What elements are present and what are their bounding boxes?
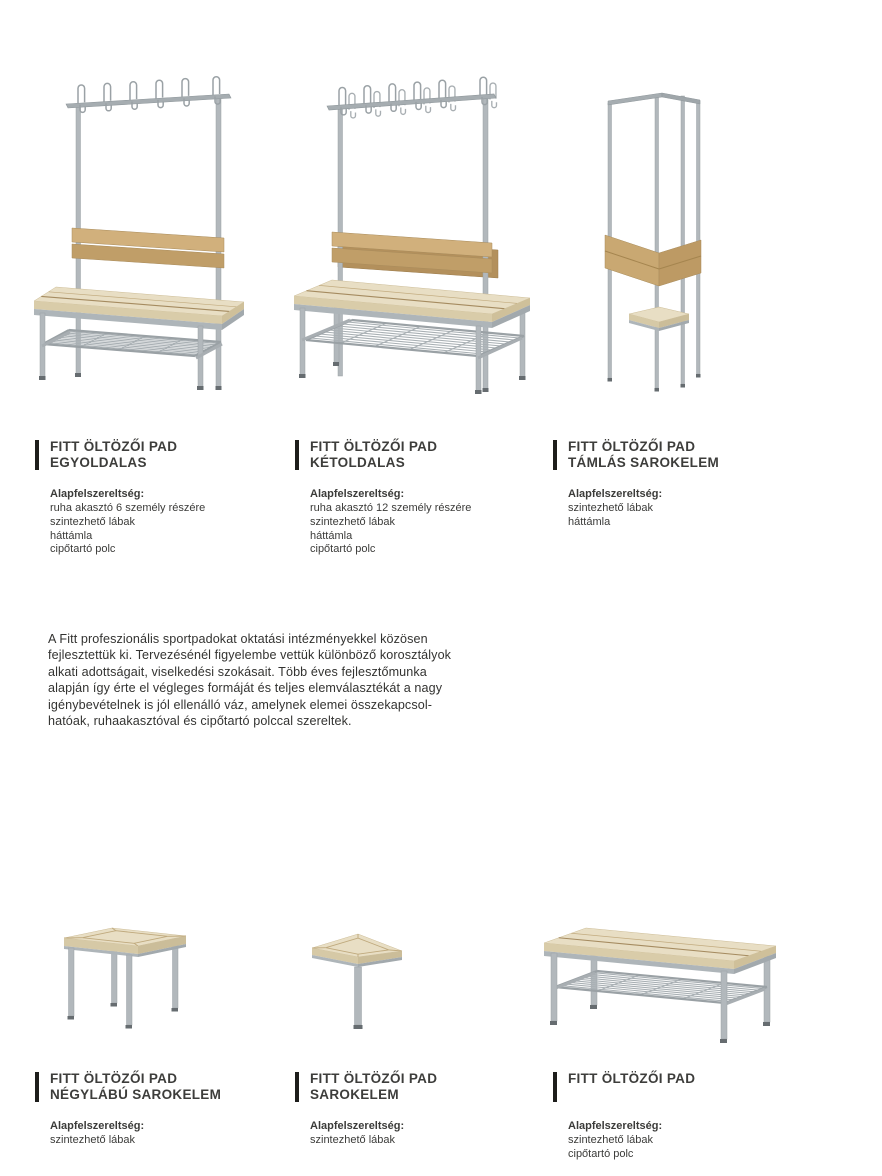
paragraph-line: alkati adottságait, viselkedési szokásait. Több éves fejlesztőmunka [48, 664, 427, 679]
equipment-list [35, 1120, 283, 1148]
product-title [35, 439, 283, 471]
equipment-heading: Alapfelszereltség: [310, 488, 405, 501]
product-image-pad [530, 925, 785, 1050]
equipment-item: szintezhető lábak [568, 502, 653, 514]
product-title-line2: EGYOLDALAS [50, 455, 147, 471]
product-title-line1: FITT ÖLTÖZŐI PAD [568, 439, 696, 455]
paragraph-line: fejlesztettük ki. Tervezésénél figyelembe vettük különböző korosztályok [48, 648, 452, 663]
product-title [553, 1071, 801, 1103]
product-title-line1: FITT ÖLTÖZŐI PAD [50, 1071, 178, 1087]
paragraph-line: hatóak, ruhaakasztóval és cipőtartó polccal szereltek. [48, 714, 352, 729]
title-accent-bar [35, 1072, 39, 1102]
product-image-ketoldalas [284, 68, 534, 403]
paragraph-line: igénybevételnek is jól ellenálló váz, amelynek elemei összekapcsol- [48, 697, 433, 712]
product-title [553, 439, 801, 471]
equipment-item: szintezhető lábak [50, 515, 135, 528]
product-info-ketoldalas [295, 428, 543, 557]
title-accent-bar [295, 440, 299, 470]
product-info-egyoldalas [35, 428, 283, 557]
paragraph-line: alapján így érte el végleges formáját és teljes elemválasztékát a nagy [48, 681, 443, 696]
four-leg-stool-illustration [58, 924, 198, 1030]
equipment-item: szintezhető lábak [310, 1134, 395, 1146]
product-title-line2: SAROKELEM [310, 1087, 399, 1103]
product-title [295, 439, 543, 471]
product-info-sarokelem [295, 1060, 543, 1148]
equipment-list [35, 488, 283, 557]
product-image-sarokelem [302, 926, 414, 1037]
one-sided-bench-illustration [30, 70, 245, 395]
paragraph-line: A Fitt profeszionális sportpadokat oktatási intézményekkel közösen [48, 632, 428, 646]
equipment-heading: Alapfelszereltség: [50, 1120, 145, 1133]
product-title-line2: NÉGYLÁBÚ SAROKELEM [50, 1087, 222, 1103]
title-accent-bar [295, 1072, 299, 1102]
single-leg-corner-illustration [302, 926, 414, 1032]
equipment-list [553, 488, 801, 529]
equipment-list [295, 488, 543, 557]
product-title-line1: FITT ÖLTÖZŐI PAD [50, 439, 178, 455]
equipment-list [553, 1120, 801, 1161]
equipment-item: ruha akasztó 6 személy részére [50, 502, 206, 514]
equipment-item: háttámla [50, 529, 93, 542]
product-image-negylabu-sarokelem [58, 924, 198, 1035]
product-title-line2 [568, 1087, 801, 1103]
equipment-item: cipőtartó polc [310, 543, 376, 556]
title-accent-bar [35, 440, 39, 470]
bench-shoe-shelf-illustration [530, 925, 785, 1045]
product-title-line1: FITT ÖLTÖZŐI PAD [310, 439, 438, 455]
equipment-item: cipőtartó polc [568, 1147, 634, 1160]
equipment-item: szintezhető lábak [310, 515, 395, 528]
product-title [295, 1071, 543, 1103]
equipment-list [295, 1120, 543, 1148]
equipment-heading: Alapfelszereltség: [310, 1120, 405, 1133]
product-title-line1: FITT ÖLTÖZŐI PAD [568, 1071, 696, 1087]
two-sided-bench-illustration [284, 68, 534, 398]
product-image-tamlas-sarokelem [600, 88, 705, 398]
title-accent-bar [553, 1072, 557, 1102]
equipment-heading: Alapfelszereltség: [568, 1120, 663, 1133]
equipment-item: háttámla [310, 529, 353, 542]
product-info-pad [553, 1060, 801, 1162]
corner-element-backrest-illustration [600, 88, 705, 393]
product-info-negylabu-sarokelem [35, 1060, 283, 1148]
equipment-item: háttámla [568, 515, 611, 528]
equipment-item: cipőtartó polc [50, 543, 116, 556]
product-title-line2: KÉTOLDALAS [310, 455, 406, 471]
equipment-heading: Alapfelszereltség: [568, 488, 663, 501]
equipment-item: szintezhető lábak [50, 1134, 135, 1146]
product-info-tamlas-sarokelem [553, 428, 801, 530]
product-image-egyoldalas [30, 70, 245, 400]
title-accent-bar [553, 440, 557, 470]
equipment-item: szintezhető lábak [568, 1134, 653, 1146]
product-title [35, 1071, 283, 1103]
product-title-line2: TÁMLÁS SAROKELEM [568, 455, 720, 471]
product-title-line1: FITT ÖLTÖZŐI PAD [310, 1071, 438, 1087]
equipment-item: ruha akasztó 12 személy részére [310, 502, 472, 514]
intro-paragraph [48, 631, 451, 729]
equipment-heading: Alapfelszereltség: [50, 488, 145, 501]
